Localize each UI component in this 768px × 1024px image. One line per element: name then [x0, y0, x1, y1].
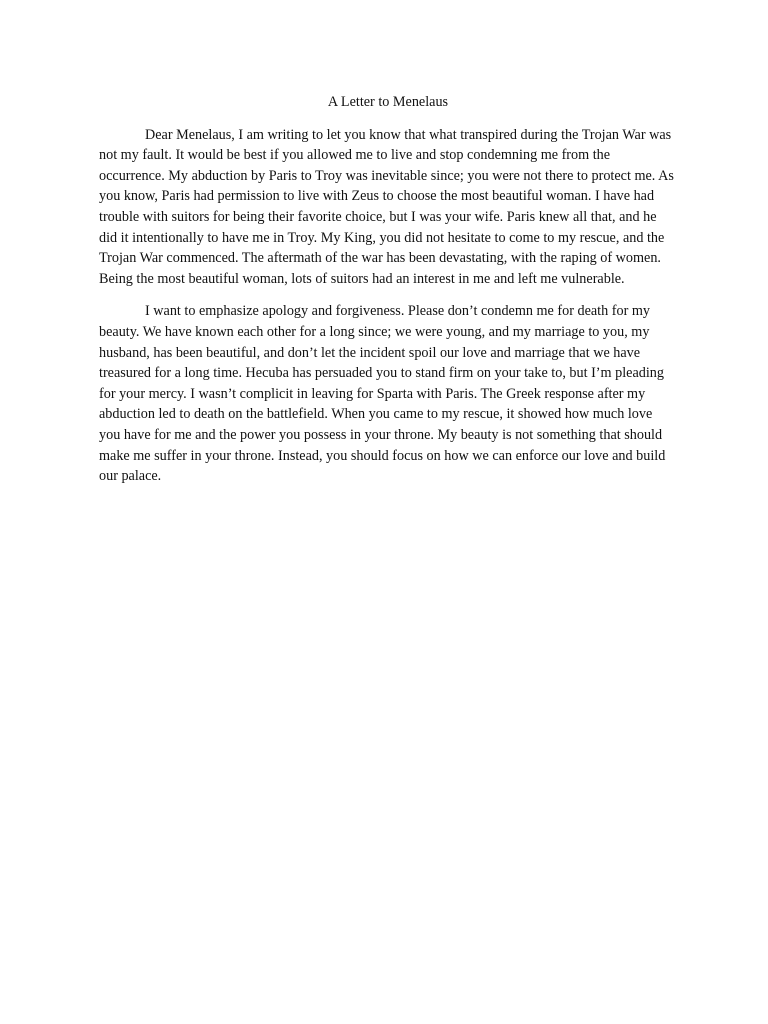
document-body [99, 92, 677, 499]
paragraph-1: Dear Menelaus, I am writing to let you know that what transpired during the Trojan War was not my fault. It would be best if you allowed me to live and stop condemning me from the occurrence. My abduction by Paris to Troy was inevitable since; you were not there to protect me. As you know, Paris had permission to live with Zeus to choose the most beautiful woman. I have had trouble with suitors for being their favorite choice, but I was your wife. Paris knew all that, and he did it intentionally to have me in Troy. My King, you did not hesitate to come to my rescue, and the Trojan War commenced. The aftermath of the war has been devastating, with the raping of women. Being the most beautiful woman, lots of suitors had an interest in me and left me vulnerable. [99, 126, 674, 287]
paragraph-2: I want to emphasize apology and forgiveness. Please don’t condemn me for death for my beauty. We have known each other for a long since; we were young, and my marriage to you, my husband, has been beautiful, and don’t let the incident spoil our love and marriage that we have treasured for a long time. Hecuba has persuaded you to stand firm on your take to, but I’m pleading for your mercy. I wasn’t complicit in leaving for Sparta with Paris. The Greek response after my abduction led to death on the battlefield. When you came to my rescue, it showed how much love you have for me and the power you possess in your throne. My beauty is not something that should make me suffer in your throne. Instead, you should focus on how we can enforce our love and build our palace. [99, 303, 666, 485]
document-title: A Letter to Menelaus [327, 94, 449, 110]
